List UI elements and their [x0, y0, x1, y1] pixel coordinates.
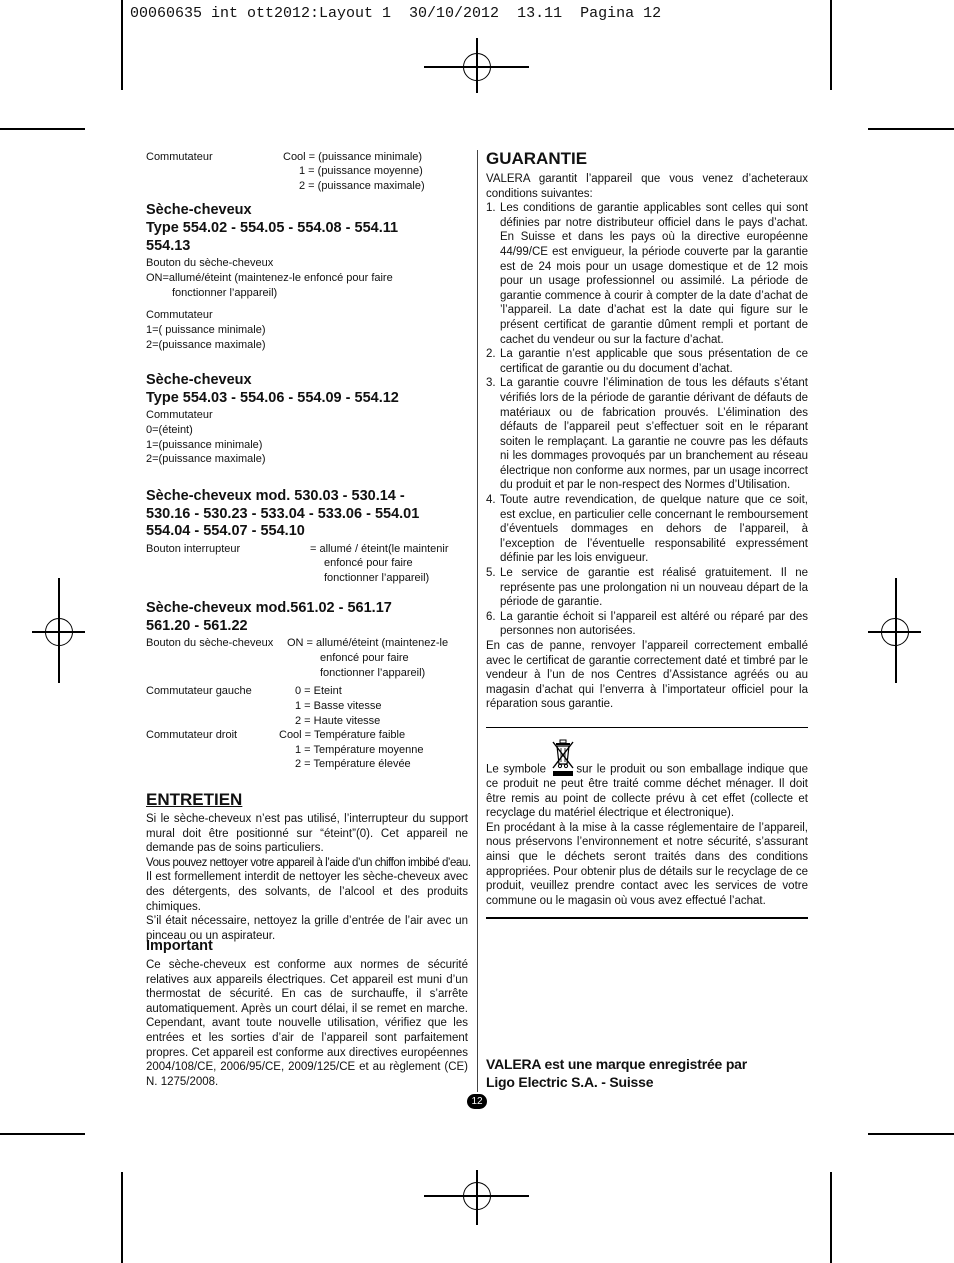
spec-value: enfoncé pour faire	[320, 652, 409, 664]
spec-value: Cool = (puissance minimale)	[283, 151, 423, 163]
spec-label: Commutateur gauche	[146, 685, 252, 697]
item-text: La garantie couvre l’élimination de tous les défauts s’étant vérifiés lors de la période de garantie dérivant de défauts de matériaux ou de fabrication prouvés. L’élimination des défauts de l’appareil peut s’effectuer soit en le réparant soiten le remplaçant. La garantie ne couvre pas les défauts ni les dommages provoqués par un branchement au réseau électrique non conforme aux normes, par un usage incorrect du produit et par le non-respect des Normes d’Utilisation.	[500, 377, 808, 492]
important-heading: Important	[146, 938, 213, 954]
weee-pre: Le symbole	[486, 763, 547, 776]
guarantee-item	[486, 610, 808, 639]
weee-post: sur le produit ou son emballage indique que ce produit ne peut être traité comme déchet ménager. Il doit être remis au point de collecte prévu à cet effet (collecte et recyclage du matériel électrique et électronique).	[486, 763, 808, 820]
spec-line: 0=(éteint)	[146, 424, 193, 436]
guarantee-heading: GUARANTIE	[486, 149, 588, 168]
weee-paragraph-2: En procédant à la mise à la casse réglementaire de l’appareil, nous préservons l’environnement et notre sécurité, s’assurant ainsi que le déchets seront traités dans des conditions appropriées. Pour obtenir plus de détails sur le recyclage de ce produit, veuillez prendre contact avec les services de votre commune ou le magasin où vous avez effectué l’achat.	[486, 821, 808, 907]
weee-notice	[486, 739, 808, 908]
item-text: La garantie échoit si l’appareil est altéré ou réparé par des personnes non autorisées.	[500, 610, 808, 638]
item-text: Toute autre revendication, de quelque nature que ce soit, est exclue, en particulier celle concernant le remboursement d’éventuels dommages en dehors de l’appareil, à l’exception de l’éventuelle responsabilité expressément définie par les lois envigueur.	[500, 494, 808, 565]
spec-value: 1 = (puissance moyenne)	[299, 165, 423, 177]
crossed-bin-icon	[550, 739, 576, 777]
spec-line: ON=allumé/éteint (maintenez-le enfoncé pour faire	[146, 272, 393, 284]
column-divider	[477, 150, 478, 1092]
spec-label: Bouton interrupteur	[146, 543, 241, 555]
spec-value: enfoncé pour faire	[324, 557, 413, 569]
spec-line: fonctionner l’appareil)	[172, 287, 278, 299]
section-title: 554.04 - 554.07 - 554.10	[146, 523, 305, 539]
section-title: Sèche-cheveux mod.561.02 - 561.17	[146, 600, 392, 616]
item-text: Les conditions de garantie applicables sont celles qui sont définies par notre distributeur officiel dans le pays d’achat. En Suisse et dans les pays où la directive européenne 44/99/CE est envigueur, la période couverte par la garantie est de 24 mois pour un usage domestique et de 12 mois pour un usage professionnel ou assimilé. La période de garantie commence à courir à compter de la date d’achat de ’l’appareil. La date d’achat est la date qui figure sur le présent certificat de garantie dûment rempli et portant de cachet du vendeur ou sur la facture d’achat.	[500, 202, 808, 346]
spec-line: Commutateur	[146, 309, 213, 321]
paragraph: Vous pouvez nettoyer votre appareil à l’aide d’un chiffon imbibé d’eau.	[146, 856, 471, 869]
section-subtitle: 554.13	[146, 238, 191, 254]
section-title: 530.16 - 530.23 - 533.04 - 533.06 - 554.01	[146, 506, 420, 522]
section-title: Sèche-cheveux	[146, 372, 252, 388]
guarantee-body	[486, 172, 808, 712]
item-text: Le service de garantie est réalisé gratuitement. Il ne représente pas une prolongation ni un nouveau départ de la période de garantie.	[500, 567, 808, 609]
brand-line: Ligo Electric S.A. - Suisse	[486, 1074, 654, 1090]
spec-value: 2 = Température élevée	[295, 758, 411, 770]
guarantee-item	[486, 493, 808, 566]
guarantee-outro: En cas de panne, renvoyer l’appareil correctement emballé avec le certificat de garantie correctement daté et timbré par le vendeur à l’un de nos Centres d’Assistance agréés ou au magasin d’achat qui l’enverra à l’importateur officiel pour la réparation sous garantie.	[486, 640, 808, 711]
guarantee-item	[486, 376, 808, 493]
spec-value: fonctionner l’appareil)	[324, 572, 430, 584]
item-text: La garantie n’est applicable que sous présentation de ce certificat de garantie ou du document d’achat.	[500, 348, 808, 375]
spec-line: 1=(puissance minimale)	[146, 439, 263, 451]
spec-line: 2=(puissance maximale)	[146, 339, 266, 351]
page-number: 12	[467, 1094, 487, 1109]
paragraph: Si le sèche-cheveux n’est pas utilisé, l’interrupteur du support mural doit être positionné sur “éteint”(0). Cet appareil ne demande pas de soins particuliers.	[146, 813, 468, 855]
guarantee-item	[486, 347, 808, 376]
spec-value: 1 = Basse vitesse	[295, 700, 382, 712]
important-text: Ce sèche-cheveux est conforme aux normes de sécurité relatives aux appareils électriques. Cet appareil est muni d’un thermostat de sécurité. En cas de surchauffe, il s’arrête automatiquement. Après un court délai, il se remet en marche. Cependant, avant toute nouvelle utilisation, vérifiez que les entrées et les sorties d’air de l’appareil sont parfaitement propres. Cet appareil est conforme aux directives européennes 2004/108/CE, 2006/95/CE, 2009/125/CE et au règlement (CE) N. 1275/2008.	[146, 959, 468, 1088]
section-title: 561.20 - 561.22	[146, 618, 248, 634]
guarantee-item	[486, 566, 808, 610]
divider	[486, 917, 808, 919]
spec-label: Bouton du sèche-cheveux	[146, 637, 274, 649]
item-number: 6.	[486, 610, 496, 623]
guarantee-intro: VALERA garantit l’appareil que vous venez d’acheteraux conditions suivantes:	[486, 173, 808, 200]
spec-value: fonctionner l’appareil)	[320, 667, 426, 679]
item-number: 2.	[486, 348, 496, 361]
spec-line: 1=( puissance minimale)	[146, 324, 266, 336]
spec-label: Commutateur droit	[146, 729, 238, 741]
spec-line: Bouton du sèche-cheveux	[146, 257, 274, 269]
item-number: 3.	[486, 377, 496, 390]
spec-value: 2 = (puissance maximale)	[299, 180, 425, 192]
spec-value: ON = allumé/éteint (maintenez-le	[287, 637, 449, 649]
weee-paragraph	[486, 739, 808, 821]
brand-line: VALERA est une marque enregistrée par	[486, 1056, 748, 1072]
divider	[486, 727, 808, 728]
spec-value: 0 = Eteint	[295, 685, 342, 697]
spec-value: Cool = Température faible	[279, 729, 406, 741]
section-title: Sèche-cheveux	[146, 202, 252, 218]
spec-value: = allumé / éteint(le maintenir	[310, 543, 449, 555]
brand-notice	[486, 1055, 747, 1091]
commutateur-label: Commutateur	[146, 151, 213, 163]
item-number: 1.	[486, 202, 496, 215]
spec-line: Commutateur	[146, 409, 213, 421]
paragraph: S’il était nécessaire, nettoyez la grille d’entrée de l’air avec un pinceau ou un aspirateur.	[146, 915, 468, 942]
guarantee-list	[486, 201, 808, 639]
section-subtitle: Type 554.02 - 554.05 - 554.08 - 554.11	[146, 220, 399, 236]
guarantee-item	[486, 201, 808, 347]
entretien-heading: ENTRETIEN	[146, 790, 243, 809]
print-slug: 00060635 int ott2012:Layout 1 30/10/2012 13.11 Pagina 12	[130, 5, 662, 22]
section-subtitle: Type 554.03 - 554.06 - 554.09 - 554.12	[146, 390, 399, 406]
item-number: 4.	[486, 494, 496, 507]
paragraph: Il est formellement interdit de nettoyer les sèche-cheveux avec des détergents, des solvants, de l’alcool et des produits chimiques.	[146, 871, 468, 913]
spec-value: 2 = Haute vitesse	[295, 715, 381, 727]
spec-value: 1 = Température moyenne	[295, 744, 424, 756]
entretien-text	[146, 812, 471, 943]
spec-line: 2=(puissance maximale)	[146, 453, 266, 465]
section-title: Sèche-cheveux mod. 530.03 - 530.14 -	[146, 488, 405, 504]
item-number: 5.	[486, 567, 496, 580]
